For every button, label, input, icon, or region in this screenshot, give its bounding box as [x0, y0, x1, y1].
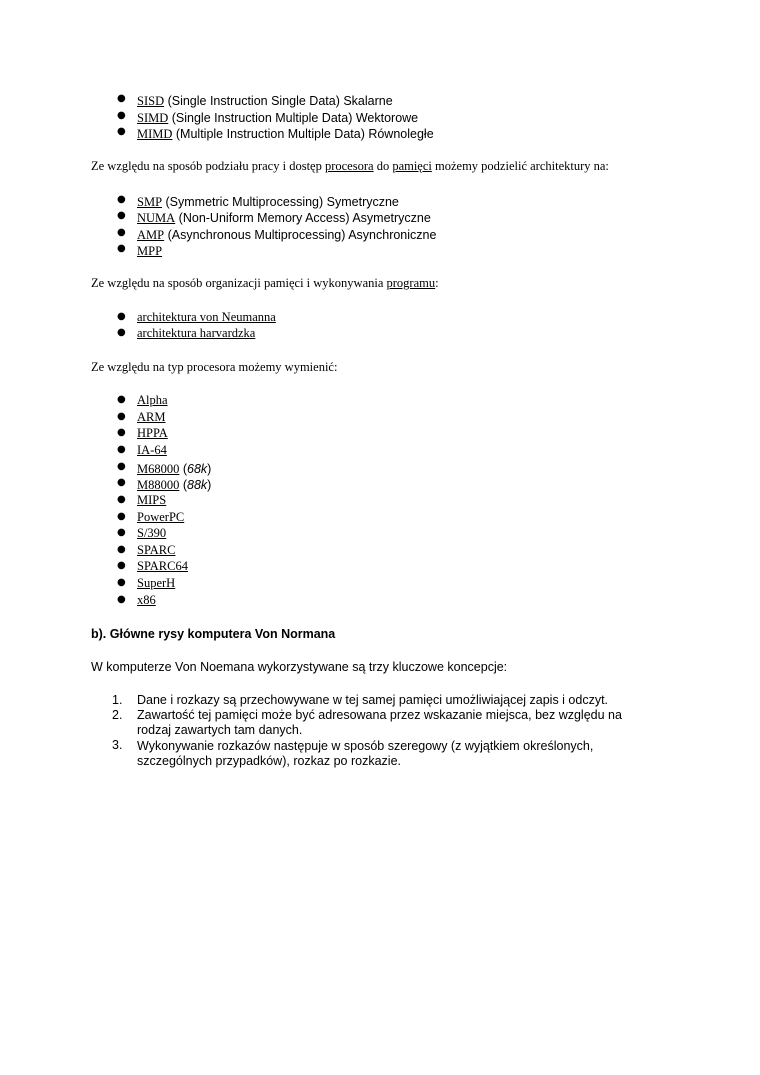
link-von-neumann[interactable]: architektura von Neumanna	[137, 310, 276, 324]
paragraph-division: Ze względu na sposób podziału pracy i dostęp procesora do pamięci możemy podzielić architektury na:	[91, 159, 609, 173]
list-item	[137, 310, 276, 325]
bullet-icon: ●	[117, 527, 126, 538]
bullet-icon: ●	[117, 394, 126, 405]
list-item	[137, 559, 188, 574]
link-pamieci[interactable]: pamięci	[392, 159, 432, 173]
list-number: 3.	[112, 738, 123, 752]
link-arm[interactable]: ARM	[137, 410, 166, 424]
list-item	[137, 510, 184, 525]
bullet-icon: ●	[117, 577, 126, 588]
link-m88000[interactable]: M88000	[137, 478, 180, 492]
list-item: M68000 (68k)	[137, 462, 212, 476]
bullet-icon: ●	[117, 511, 126, 522]
link-procesora[interactable]: procesora	[324, 159, 374, 173]
list-item: SIMD (Single Instruction Multiple Data) Wektorowe	[137, 111, 419, 125]
link-mpp[interactable]: MPP	[137, 244, 163, 258]
link-powerpc[interactable]: PowerPC	[137, 510, 185, 524]
link-programu[interactable]: programu	[386, 276, 436, 290]
link-mimd[interactable]: MIMD	[137, 127, 173, 141]
link-smp[interactable]: SMP	[137, 195, 163, 209]
bullet-icon: ●	[117, 560, 126, 571]
bullet-icon: ●	[117, 461, 126, 472]
list-item	[137, 326, 255, 341]
list-item: Dane i rozkazy są przechowywane w tej samej pamięci umożliwiającej zapis i odczyt.	[137, 693, 609, 707]
bullet-icon: ●	[117, 494, 126, 505]
paragraph-cpu: Ze względu na typ procesora możemy wymienić:	[91, 360, 338, 374]
bullet-icon: ●	[117, 126, 126, 137]
link-m68000[interactable]: M68000	[137, 462, 180, 476]
list-item: SMP (Symmetric Multiprocessing) Symetryczne	[137, 195, 399, 209]
link-superh[interactable]: SuperH	[137, 576, 176, 590]
bullet-icon: ●	[117, 243, 126, 254]
list-item	[137, 410, 165, 425]
list-item: SISD (Single Instruction Single Data) Skalarne	[137, 94, 393, 108]
list-item: NUMA (Non-Uniform Memory Access) Asymetryczne	[137, 211, 431, 225]
bullet-icon: ●	[117, 594, 126, 605]
bullet-icon: ●	[117, 194, 126, 205]
link-mips[interactable]: MIPS	[137, 493, 167, 507]
link-ia64[interactable]: IA-64	[137, 443, 167, 457]
section-heading: b). Główne rysy komputera Von Normana	[91, 627, 336, 641]
section-intro: W komputerze Von Noemana wykorzystywane są trzy kluczowe koncepcje:	[91, 660, 508, 674]
link-x86[interactable]: x86	[137, 593, 156, 607]
bullet-icon: ●	[117, 311, 126, 322]
list-item	[137, 426, 168, 441]
paragraph-memory: Ze względu na sposób organizacji pamięci i wykonywania programu:	[91, 276, 439, 290]
list-item	[137, 576, 175, 591]
link-s390[interactable]: S/390	[137, 526, 167, 540]
list-item: MIMD (Multiple Instruction Multiple Data) Równoległe	[137, 127, 434, 141]
bullet-icon: ●	[117, 110, 126, 121]
link-numa[interactable]: NUMA	[137, 211, 176, 225]
bullet-icon: ●	[117, 444, 126, 455]
list-item-continuation: szczególnych przypadków), rozkaz po rozkazie.	[137, 754, 402, 768]
bullet-icon: ●	[117, 210, 126, 221]
link-alpha[interactable]: Alpha	[137, 393, 168, 407]
list-item: Wykonywanie rozkazów następuje w sposób szeregowy (z wyjątkiem określonych,	[137, 739, 594, 753]
list-item	[137, 593, 156, 608]
bullet-icon: ●	[117, 227, 126, 238]
list-item: M88000 (88k)	[137, 478, 212, 492]
link-sparc[interactable]: SPARC	[137, 543, 176, 557]
link-harvard[interactable]: architektura harvardzka	[137, 326, 256, 340]
link-hppa[interactable]: HPPA	[137, 426, 168, 440]
list-item	[137, 543, 175, 558]
list-number: 2.	[112, 708, 123, 722]
list-item-continuation: rodzaj zawartych tam danych.	[137, 723, 303, 737]
link-amp[interactable]: AMP	[137, 228, 165, 242]
bullet-icon: ●	[117, 427, 126, 438]
list-item	[137, 493, 166, 508]
link-sparc64[interactable]: SPARC64	[137, 559, 188, 573]
bullet-icon: ●	[117, 544, 126, 555]
list-item: AMP (Asynchronous Multiprocessing) Asynchroniczne	[137, 228, 437, 242]
list-item	[137, 443, 167, 458]
bullet-icon: ●	[117, 477, 126, 488]
link-sisd[interactable]: SISD	[137, 94, 165, 108]
list-number: 1.	[112, 693, 123, 707]
list-item: Zawartość tej pamięci może być adresowana przez wskazanie miejsca, bez względu na	[137, 708, 622, 722]
bullet-icon: ●	[117, 93, 126, 104]
bullet-icon: ●	[117, 327, 126, 338]
list-item	[137, 393, 168, 408]
list-item	[137, 242, 162, 260]
list-item	[137, 526, 166, 541]
link-simd[interactable]: SIMD	[137, 111, 169, 125]
bullet-icon: ●	[117, 411, 126, 422]
